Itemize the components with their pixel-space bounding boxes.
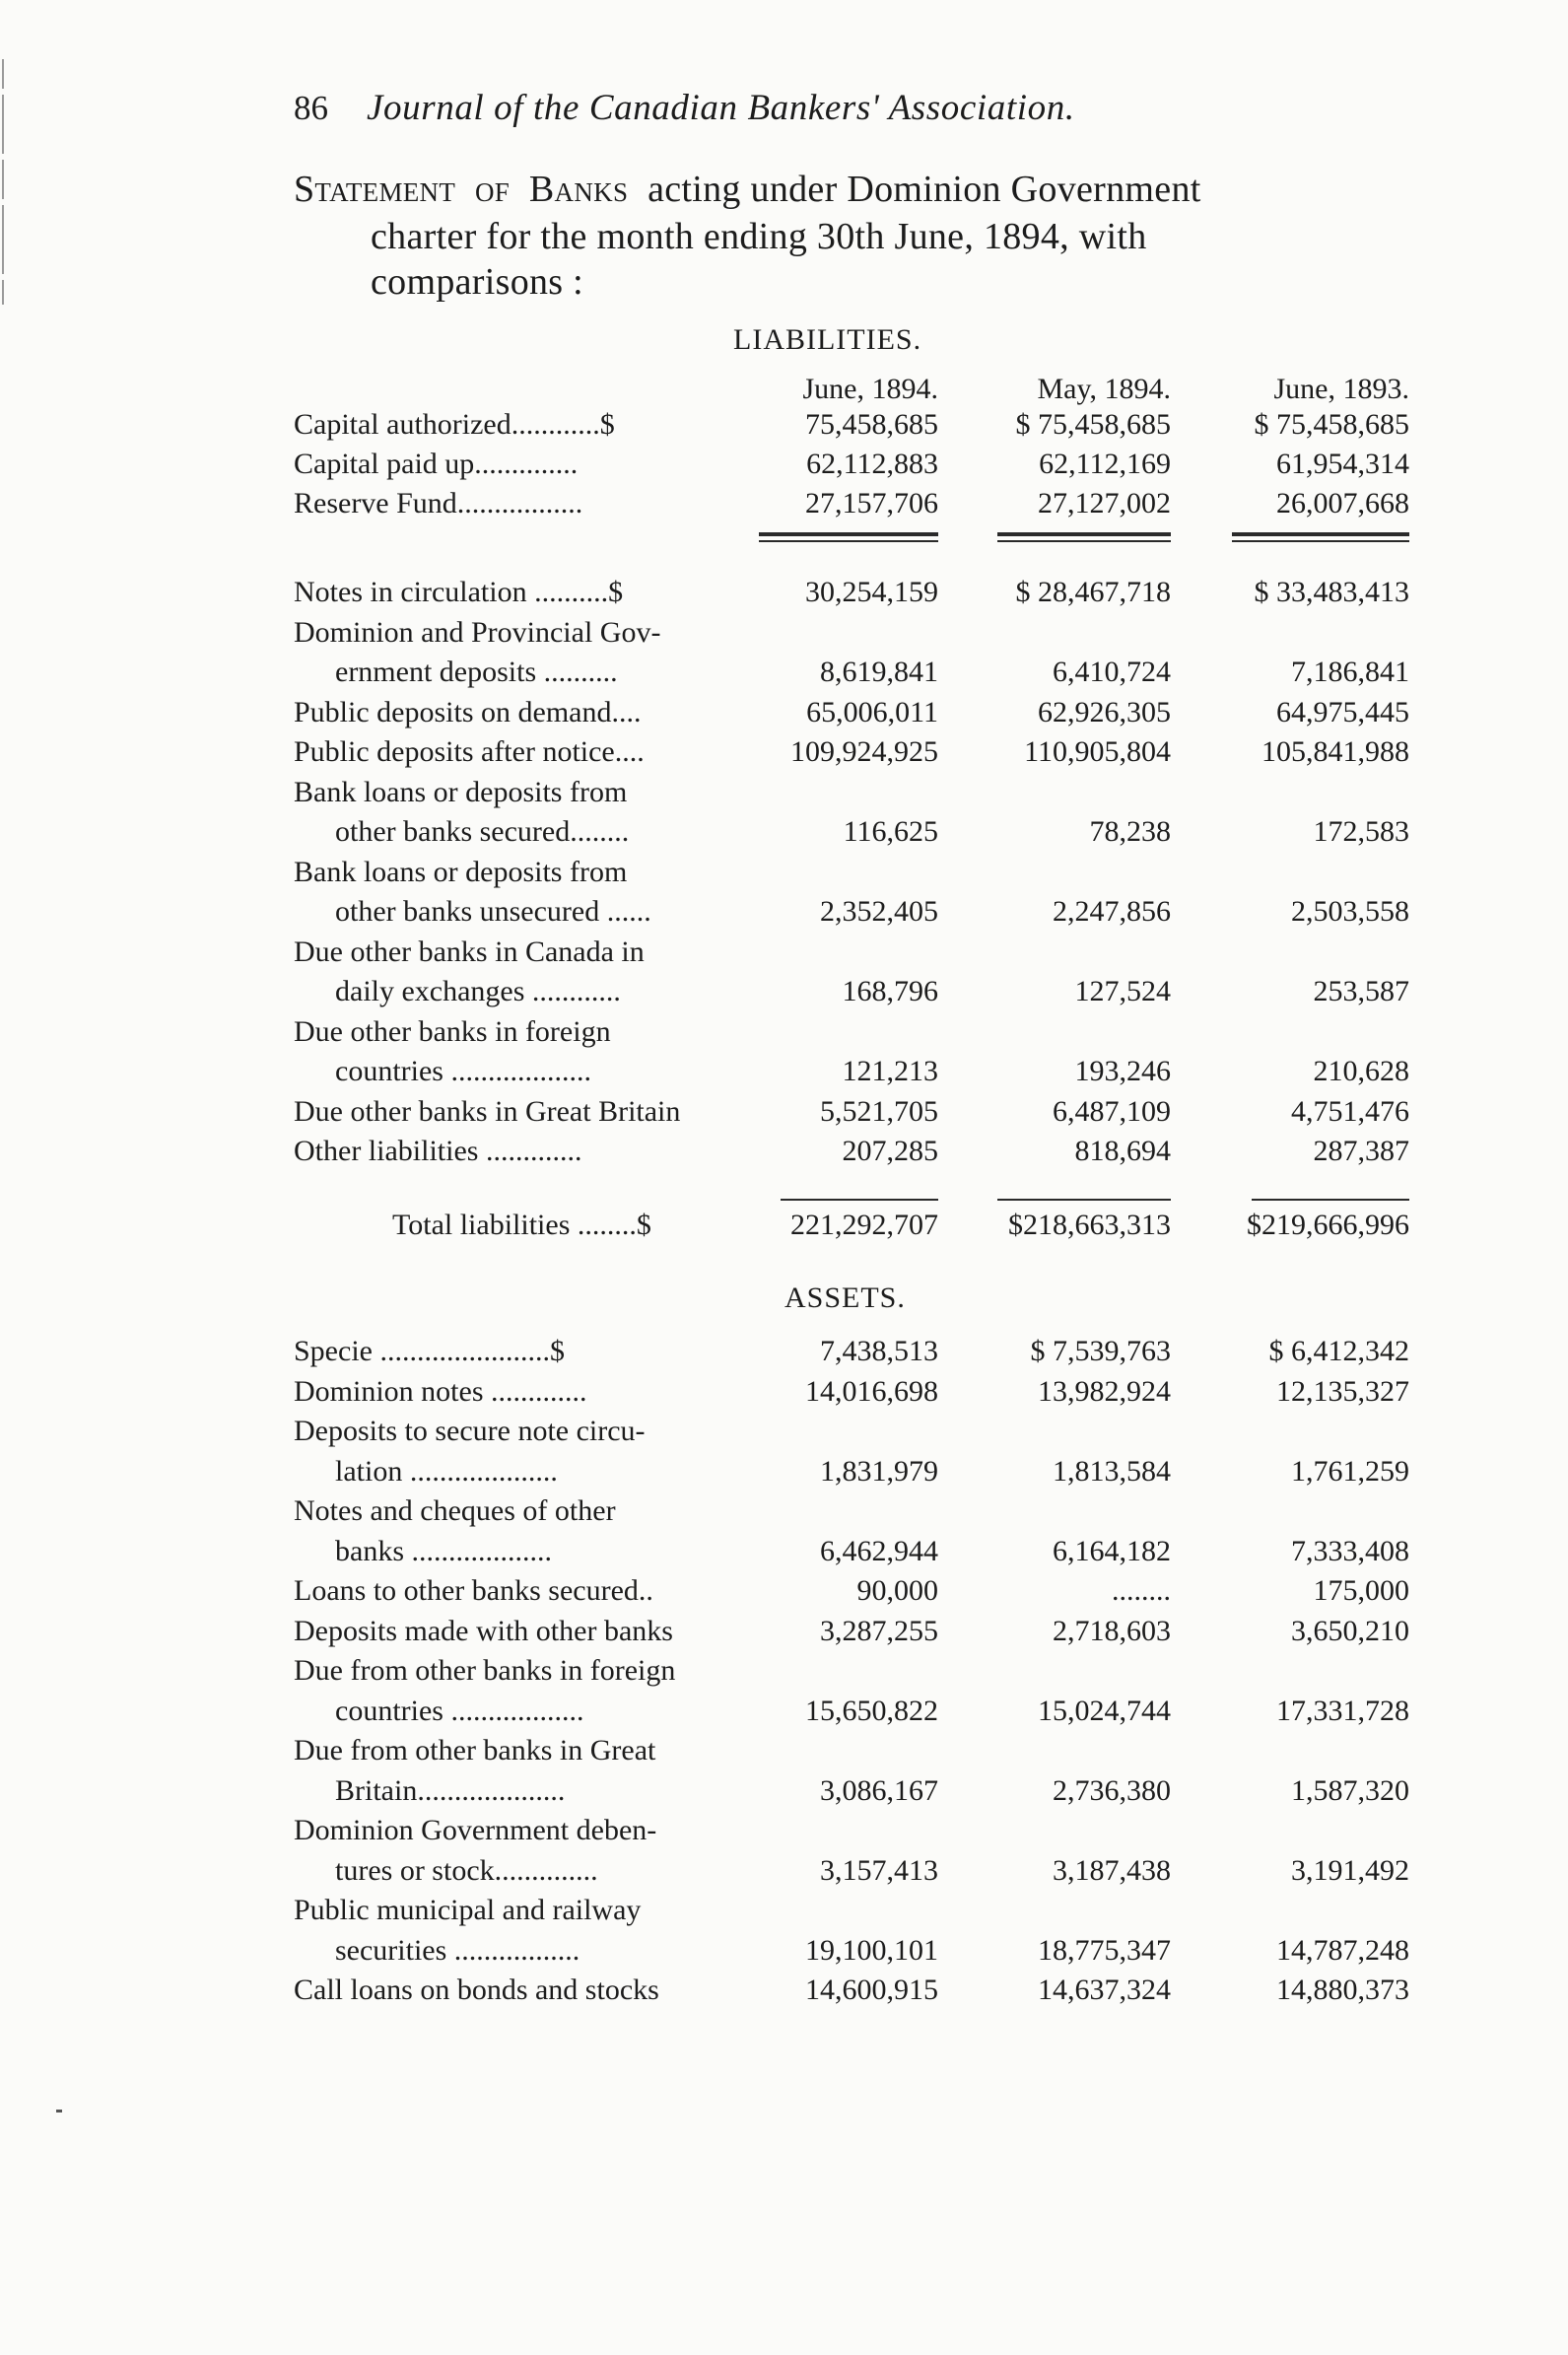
scan-speck [56,2110,62,2113]
capital-row-label: Capital authorized............$ [294,408,615,441]
liability-row-label: Bank loans or deposits from [294,775,628,808]
asset-row-value: $ 6,412,342 [1268,1335,1409,1367]
liability-row-value: 168,796 [842,975,938,1007]
capital-row-value: 26,007,668 [1276,487,1409,519]
asset-row-value: 3,187,438 [1053,1853,1171,1887]
asset-row-label: securities ................. [335,1933,580,1967]
asset-row-label: Call loans on bonds and stocks [294,1974,659,2006]
asset-row-label: Dominion Government deben- [294,1814,657,1846]
margin-scan-marks [2,59,26,311]
asset-row-value: 3,650,210 [1291,1614,1409,1647]
double-rule [1232,532,1409,536]
capital-row-label: Reserve Fund................. [294,487,583,519]
asset-row-label: Dominion notes ............. [294,1374,587,1408]
asset-row-label: banks ................... [335,1534,552,1567]
liability-row-value: 109,924,925 [790,735,938,768]
asset-row-value: 3,086,167 [820,1773,938,1807]
liability-row-value: 210,628 [1313,1055,1409,1087]
liability-row-value: 4,751,476 [1291,1094,1409,1128]
asset-row-value: 12,135,327 [1276,1374,1409,1408]
asset-row-label: Britain.................... [335,1773,566,1807]
total-liabilities-value: $218,663,313 [1008,1209,1171,1241]
asset-row-value: $ 7,539,763 [1030,1335,1171,1367]
liability-row-value: 2,352,405 [820,895,938,928]
double-rule [759,540,938,542]
asset-row-label: countries .................. [335,1694,584,1727]
liability-row-value: $ 28,467,718 [1015,576,1171,608]
asset-row-value: 1,813,584 [1053,1454,1171,1488]
column-header-june-1894: June, 1894. [802,373,938,405]
asset-row-value: 7,333,408 [1291,1534,1409,1567]
liability-row-value: 7,186,841 [1291,656,1409,688]
asset-row-value: 6,164,182 [1053,1534,1171,1567]
heading-word-statement: Statement [294,169,456,210]
asset-row-value: 2,736,380 [1053,1773,1171,1807]
liabilities-section-title: LIABILITIES. [733,323,922,356]
asset-row-label: lation .................... [335,1454,558,1488]
liability-row-value: 30,254,159 [805,576,938,608]
asset-row-value: 14,016,698 [805,1374,938,1408]
asset-row-value: 15,650,822 [805,1694,938,1727]
liability-row-value: 5,521,705 [820,1094,938,1128]
asset-row-value: 17,331,728 [1276,1694,1409,1727]
asset-row-value: 7,438,513 [820,1335,938,1367]
statement-heading-line-1 [294,168,1201,211]
liability-row-value: 172,583 [1313,815,1409,848]
double-rule [759,532,938,536]
asset-row-value: 15,024,744 [1038,1694,1171,1727]
asset-row-label: Loans to other banks secured.. [294,1574,653,1607]
asset-row-value: 14,787,248 [1276,1933,1409,1967]
asset-row-label: Public municipal and railway [294,1894,642,1926]
capital-row-label: Capital paid up.............. [294,448,579,480]
asset-row-label: Notes and cheques of other [294,1494,616,1527]
heading-word-of: of [474,169,511,210]
liability-row-value: 6,410,724 [1053,656,1171,688]
liability-row-value: 193,246 [1074,1055,1171,1087]
asset-row-value: ........ [1112,1574,1171,1607]
liability-row-label: countries ................... [335,1055,591,1087]
capital-row-value: $ 75,458,685 [1254,408,1409,441]
liability-row-value: 287,387 [1313,1135,1409,1167]
total-rule [997,1199,1171,1201]
statement-heading-line-2: charter for the month ending 30th June, 1894, with [371,216,1147,257]
capital-row-value: $ 75,458,685 [1015,408,1171,441]
liability-row-label: other banks unsecured ...... [335,895,651,928]
liability-row-label: other banks secured........ [335,815,630,848]
heading-word-banks: Banks [528,169,629,210]
asset-row-value: 13,982,924 [1038,1374,1171,1408]
liability-row-label: ernment deposits .......... [335,656,618,688]
capital-row-value: 62,112,883 [806,448,938,480]
asset-row-label: Specie .......................$ [294,1335,565,1367]
column-header-june-1893: June, 1893. [1273,373,1409,405]
asset-row-value: 3,191,492 [1291,1853,1409,1887]
total-liabilities-value: $219,666,996 [1247,1209,1409,1241]
liability-row-value: 2,503,558 [1291,895,1409,928]
asset-row-value: 2,718,603 [1053,1614,1171,1647]
asset-row-value: 175,000 [1313,1574,1409,1607]
asset-row-label: tures or stock.............. [335,1853,598,1887]
liability-row-value: 6,487,109 [1053,1094,1171,1128]
double-rule [1232,540,1409,542]
liability-row-value: 8,619,841 [820,656,938,688]
liability-row-label: Notes in circulation ..........$ [294,576,624,608]
liability-row-label: daily exchanges ............ [335,975,621,1007]
asset-row-value: 19,100,101 [805,1933,938,1967]
page-number: 86 [294,89,328,127]
running-header-journal-title: Journal of the Canadian Bankers' Association. [367,88,1075,128]
capital-row-value: 62,112,169 [1039,448,1171,480]
statement-heading-line-3: comparisons : [371,261,584,303]
liability-row-label: Dominion and Provincial Gov- [294,615,661,649]
liability-row-value: 253,587 [1313,975,1409,1007]
liability-row-value: 65,006,011 [806,695,938,728]
liability-row-value: 818,694 [1074,1135,1171,1167]
asset-row-value: 6,462,944 [820,1534,938,1567]
asset-row-label: Due from other banks in foreign [294,1654,676,1687]
asset-row-value: 14,637,324 [1038,1974,1171,2006]
liability-row-label: Due other banks in Great Britain [294,1094,681,1128]
liability-row-value: 127,524 [1074,975,1171,1007]
asset-row-value: 3,157,413 [820,1853,938,1887]
assets-section-title: ASSETS. [784,1281,906,1314]
liability-row-value: 207,285 [842,1135,938,1167]
liability-row-value: 110,905,804 [1024,735,1171,768]
liability-row-value: 121,213 [842,1055,938,1087]
asset-row-value: 1,587,320 [1291,1773,1409,1807]
asset-row-value: 1,761,259 [1291,1454,1409,1488]
heading-line-1-rest: acting under Dominion Government [648,169,1201,210]
asset-row-label: Due from other banks in Great [294,1734,656,1766]
column-header-may-1894: May, 1894. [1037,373,1171,405]
asset-row-value: 14,600,915 [805,1974,938,2006]
total-liabilities-value: 221,292,707 [790,1209,938,1241]
liability-row-value: 2,247,856 [1053,895,1171,928]
asset-row-value: 14,880,373 [1276,1974,1409,2006]
liability-row-label: Other liabilities ............. [294,1135,582,1167]
asset-row-value: 18,775,347 [1038,1933,1171,1967]
liability-row-value: 116,625 [843,815,938,848]
asset-row-label: Deposits to secure note circu- [294,1415,646,1447]
liability-row-value: 78,238 [1089,815,1171,848]
liability-row-label: Public deposits after notice.... [294,735,645,768]
liability-row-label: Due other banks in foreign [294,1014,611,1048]
asset-row-label: Deposits made with other banks [294,1614,673,1647]
asset-row-value: 90,000 [856,1574,938,1607]
asset-row-value: 3,287,255 [820,1614,938,1647]
liability-row-value: 62,926,305 [1038,695,1171,728]
capital-row-value: 27,157,706 [805,487,938,519]
liability-row-label: Public deposits on demand.... [294,695,642,728]
liability-row-label: Bank loans or deposits from [294,855,628,888]
total-liabilities-label: Total liabilities ........$ [392,1209,651,1241]
double-rule [997,532,1171,536]
liability-row-value: $ 33,483,413 [1254,576,1409,608]
capital-row-value: 61,954,314 [1276,448,1409,480]
liability-row-value: 105,841,988 [1261,735,1409,768]
total-rule [1252,1199,1409,1201]
liability-row-label: Due other banks in Canada in [294,935,645,968]
capital-row-value: 75,458,685 [805,408,938,441]
capital-row-value: 27,127,002 [1038,487,1171,519]
double-rule [997,540,1171,542]
asset-row-value: 1,831,979 [820,1454,938,1488]
total-rule [781,1199,938,1201]
liability-row-value: 64,975,445 [1276,695,1409,728]
